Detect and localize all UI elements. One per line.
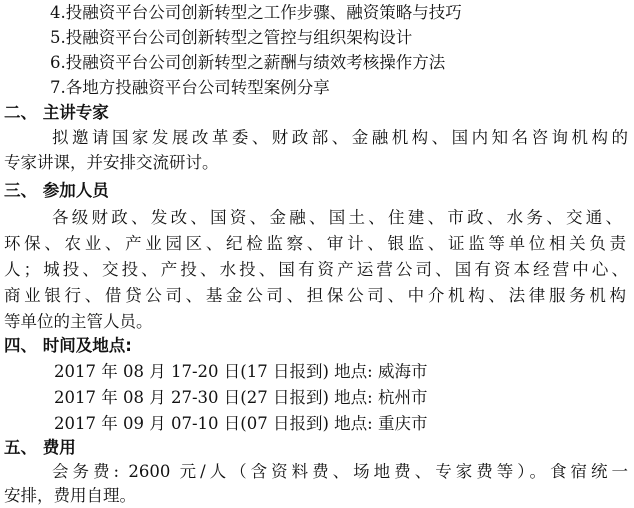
experts-paragraph-line-2: 专家讲课，并安排交流研讨。 — [4, 153, 219, 172]
participants-line-4: 商业银行、借贷公司、基金公司、担保公司、中介机构、法律服务机构 — [4, 286, 626, 305]
content-item-5: 5.投融资平台公司创新转型之管控与组织架构设计 — [50, 28, 413, 47]
section-heading-schedule: 四、 时间及地点: — [4, 336, 132, 355]
schedule-row-hangzhou: 2017 年 08 月 27-30 日(27 日报到) 地点: 杭州市 — [54, 388, 428, 407]
participants-line-1: 各级财政、发改、国资、金融、国土、住建、市政、水务、交通、 — [52, 208, 622, 227]
participants-line-5: 等单位的主管人员。 — [4, 312, 153, 331]
section-heading-experts: 二、 主讲专家 — [4, 103, 109, 122]
content-item-7: 7.各地方投融资平台公司转型案例分享 — [50, 78, 330, 97]
fees-line-1: 会务费: 2600 元/人（含资料费、场地费、专家费等）。食宿统一 — [52, 462, 628, 481]
content-item-4: 4.投融资平台公司创新转型之工作步骤、融资策略与技巧 — [50, 3, 462, 22]
schedule-row-chongqing: 2017 年 09 月 07-10 日(07 日报到) 地点: 重庆市 — [54, 414, 428, 433]
section-heading-participants: 三、 参加人员 — [4, 181, 109, 200]
experts-paragraph-line-1: 拟邀请国家发展改革委、财政部、金融机构、国内知名咨询机构的 — [52, 128, 628, 147]
section-heading-fees: 五、 费用 — [4, 438, 76, 457]
content-item-6: 6.投融资平台公司创新转型之薪酬与绩效考核操作方法 — [50, 53, 446, 72]
schedule-row-weihai: 2017 年 08 月 17-20 日(17 日报到) 地点: 威海市 — [54, 362, 428, 381]
fees-line-2: 安排，费用自理。 — [4, 486, 136, 505]
participants-line-2: 环保、农业、产业园区、纪检监察、审计、银监、证监等单位相关负责 — [4, 234, 626, 253]
participants-line-3: 人；城投、交投、产投、水投、国有资产运营公司、国有资本经营中心、 — [4, 260, 628, 279]
